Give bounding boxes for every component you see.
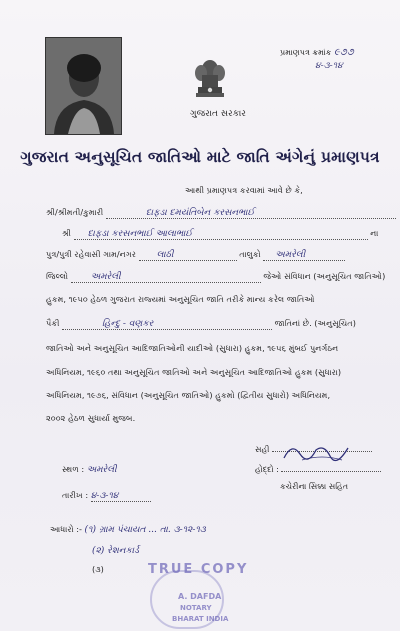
name-row: [46, 207, 396, 219]
body-line-5: ૨૦૦૨ હેઠળ સુધાર્યા મુજબ.: [46, 413, 136, 423]
date-value: ૪-૩-૧૪: [91, 491, 151, 502]
caste-row: [46, 318, 356, 330]
residence-row: [46, 249, 345, 261]
date-row: [62, 490, 151, 502]
national-emblem-icon: [192, 55, 228, 101]
caste-prefix: પૈકી: [46, 318, 60, 328]
place-label: સ્થળ :: [62, 464, 85, 474]
notary-title: NOTARY: [180, 604, 212, 612]
father-label: શ્રી: [62, 228, 72, 238]
place-value: અમરેલી: [86, 465, 117, 475]
place-row: [62, 464, 117, 475]
basis-label: આધારો :-: [50, 524, 82, 534]
body-line-1: હુકમ, ૧૯૫૦ હેઠળ ગુજરાત રાજ્યમાં અનુસૂચિત જાતિ તરીકે માન્ય કરેલ જાતિઓ: [46, 294, 315, 304]
district-value: અમરેલી: [71, 272, 261, 283]
district-suffix: જેઓ સંવિધાન (અનુસૂચિત જાતિઓ): [263, 271, 386, 281]
father-row: [62, 228, 378, 240]
basis-item-3: (૩): [92, 564, 104, 574]
applicant-photo: [45, 37, 122, 135]
notary-name: A. DAFDA: [178, 592, 222, 601]
signature-icon: [282, 440, 352, 464]
certificate-date: ૪-૩-૧૪: [315, 61, 343, 71]
designation-line: [281, 471, 381, 472]
office-seal-label: કચેરીના સિક્કા સહિત: [280, 482, 349, 491]
true-copy-stamp: TRUE COPY: [148, 562, 249, 577]
designation-label: હોદ્દો :: [255, 465, 279, 474]
notary-country: BHARAT INDIA: [172, 615, 229, 623]
designation-row: [255, 465, 381, 475]
caste-value: હિન્દુ - વણકર: [62, 319, 272, 330]
certificate-number-value: ૯૭૭: [333, 47, 354, 58]
signature-label: સહી: [255, 445, 270, 454]
basis-item-2: (૨) રેશનકાર્ડ: [92, 546, 139, 556]
name-label: શ્રી/શ્રીમતી/કુમારી: [46, 207, 104, 217]
certificate-title: ગુજરાત અનુસૂચિત જાતિઓ માટે જાતિ અંગેનું પ્રમાણપત્ર: [20, 148, 380, 166]
district-label: જિલ્લો: [46, 271, 69, 281]
residence-label: પુત્ર/પુત્રી રહેવાસી ગામ/નગર: [46, 249, 136, 259]
body-line-3: અધિનિયમ, ૧૯૬૦ તથા અનુસૂચિત જાતિઓ અને અનુસૂચિત આદિજાતિઓ હુકમ (સુધારા): [46, 367, 342, 377]
district-row: [46, 271, 385, 283]
taluka-label: તાલુકો: [239, 249, 261, 259]
name-value: દાફડા દમયંતિબેન કરસનભાઈ: [106, 208, 396, 219]
father-value: દાફડા કરસનભાઈ આલાભાઈ: [74, 229, 368, 240]
father-suffix: ના: [370, 228, 379, 238]
village-value: લાઠી: [139, 250, 237, 261]
taluka-value: અમરેલી: [263, 250, 345, 261]
body-line-4: અધિનિયમ, ૧૯૭૬, સંવિધાન (અનુસૂચિત જાતિઓ) હુકમો (દ્વિતીય સુધારો) અધિનિયમ,: [46, 390, 331, 400]
intro-text: આથી પ્રમાણપત્ર કરવામાં આવે છે કે,: [185, 185, 303, 195]
certificate-number: [280, 47, 354, 58]
caste-suffix: જાતિનાં છે. (અનુસૂચિત): [274, 318, 356, 328]
basis-item-1: (૧) ગ્રામ પંચાયત ... તા. ૩-૧૨-૧૩: [84, 525, 206, 535]
government-label: ગુજરાત સરકાર: [190, 109, 246, 119]
body-line-2: જાતિઓ અને અનુસૂચિત આદિજાતિઓની યાદીઓ (સુધારા) હુકમ, ૧૯૫૬ મુંબઈ પુનર્ગઠન: [46, 343, 339, 353]
certificate-number-label: પ્રમાણપત્ર ક્રમાંક: [280, 48, 332, 57]
basis-row-1: [50, 524, 206, 535]
date-label: તારીખ :: [62, 490, 89, 500]
